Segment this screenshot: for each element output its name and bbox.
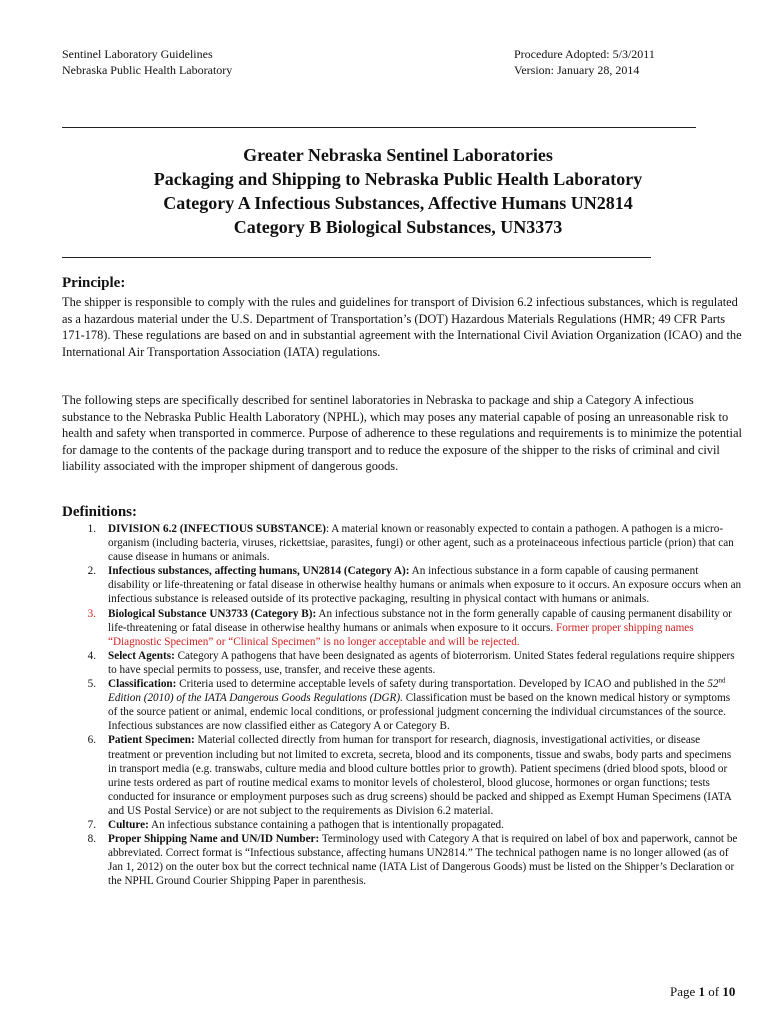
definition-item — [62, 677, 742, 733]
definition-number: 7. — [87, 818, 96, 831]
edition-number: 52 — [707, 678, 719, 691]
title-divider — [62, 257, 651, 258]
definition-item — [62, 733, 742, 818]
definitions-heading: Definitions: — [62, 504, 137, 520]
definition-text: An infectious substance not in the form generally capable of causing permanent disability or life-threatening or fatal disease in otherwise healthy humans or animals when exposure to it occurs. — [108, 607, 732, 634]
header-left — [62, 46, 232, 78]
definition-number: 3. — [87, 607, 96, 620]
title-line-1: Greater Nebraska Sentinel Laboratories — [243, 145, 553, 165]
page-number — [670, 984, 735, 1000]
definition-item — [62, 818, 742, 832]
title-line-4: Category B Biological Substances, UN3373 — [233, 217, 563, 237]
definition-item — [62, 522, 742, 564]
definition-term: Select Agents: — [108, 649, 175, 662]
definitions-list — [62, 522, 742, 888]
definition-number: 1. — [87, 523, 96, 535]
top-divider — [62, 127, 696, 128]
definition-term: Patient Specimen: — [108, 734, 195, 747]
definition-number: 6. — [87, 734, 96, 747]
definition-item — [62, 649, 742, 677]
principle-heading: Principle: — [62, 275, 126, 291]
title-line-3: Category A Infectious Substances, Affective Humans UN2814 — [163, 193, 633, 213]
definition-number: 8. — [87, 833, 96, 846]
header-right — [514, 46, 655, 78]
definition-term: Proper Shipping Name and UN/ID Number: — [108, 833, 320, 846]
definition-text: Material collected directly from human for transport for research, diagnosis, investigational activities, or disease treatment or prevention including but not limited to excreta, secreta, blood and its components, tissue and swabs, body parts and specimens in transport media (e.g. transwabs, culture media and blood culture bottles prior to growth). Patient specimens (dried blood spots, blood or urine tests ordered as part of routine medical exams to monitor levels of cholesterol, blood glucose, hormones or organ functions; tests conducted for insurance or employment purposes such as drug screens) should be packed and shipped as Exempt Human Specimens (IATA and US Postal Service) or are not subject to the requirements as Division 6.2 material. — [108, 734, 732, 817]
definition-text: Category A pathogens that have been designated as agents of bioterrorism. United States federal regulations require shippers to have special permits to possess, use, transfer, and receive these agents. — [108, 649, 735, 676]
definition-item — [62, 607, 742, 649]
definition-term: DIVISION 6.2 (INFECTIOUS SUBSTANCE) — [108, 523, 326, 535]
page-current: 1 — [698, 984, 706, 999]
definition-text: An infectious substance in a form capable of causing permanent disability or life-threatening or fatal disease in otherwise healthy humans or animals when exposure to it occurs. An exposure occurs when an infectious substance is released outside of its protective packaging, resulting in physical contact with humans or animals. — [108, 565, 742, 606]
definition-text-continued: Classification must be based on the known medical history or symptoms of the source patient or animal, endemic local conditions, or professional judgment concerning the individual circumstances of the source. Infectious substances are now classified either as Category A or Category B. — [108, 692, 731, 733]
definition-item — [62, 564, 742, 606]
edition-title: Edition (2010) of the IATA Dangerous Goods Regulations (DGR). — [108, 692, 403, 705]
header-version: Version: January 28, 2014 — [514, 63, 640, 77]
definition-text: Terminology used with Category A that is required on label of box and paperwork, cannot be abbreviated. Correct format is “Infectious substance, affecting humans UN2814.” The technical pathogen name is no longer allowed (as of Jan 1, 2012) on the outer box but the correct technical name (IATA List of Dangerous Goods) must be listed on the Shipper’s Declaration or the NPHL Ground Courier Shipping Paper in parenthesis. — [108, 833, 738, 888]
definition-term: Classification: — [108, 678, 177, 691]
principle-paragraph-2: The following steps are specifically described for sentinel laboratories in Nebraska to package and ship a Category A infectious substance to the Nebraska Public Health Laboratory (NPHL), which may poses any material capable of posing an unreasonable risk to health and safety when transported in commerce. Purpose of adherence to these regulations and requirements is to minimize the potential for damage to the contents of the package during transport and to reduce the exposure of the shipper to the risks of criminal and civil liability associated with the improper shipment of dangerous goods. — [62, 393, 742, 474]
definition-item — [62, 832, 742, 888]
definition-term: Culture: — [108, 818, 149, 831]
header-procedure-adopted: Procedure Adopted: 5/3/2011 — [514, 47, 655, 61]
definition-text: Criteria used to determine acceptable levels of safety during transportation. Developed by ICAO and published in the — [176, 678, 708, 691]
header-guidelines: Sentinel Laboratory Guidelines — [62, 47, 213, 61]
definition-term: Infectious substances, affecting humans, UN2814 (Category A): — [108, 565, 410, 578]
page-of: of — [705, 984, 723, 999]
definition-number: 5. — [87, 678, 96, 691]
definition-text: An infectious substance containing a pathogen that is intentionally propagated. — [148, 818, 504, 831]
page-total: 10 — [722, 984, 736, 999]
definition-number: 2. — [87, 565, 96, 578]
principle-paragraph-1: The shipper is responsible to comply with the rules and guidelines for transport of Division 6.2 infectious substances, which is regulated as a hazardous material under the U.S. Department of Transportation’s (DOT) Hazardous Materials Regulations (HMR; 49 CFR Parts 171-178). These regulations are based on and in substantial agreement with the International Civil Aviation Organization (ICAO) and the International Air Transportation Association (IATA) regulations. — [62, 295, 742, 359]
edition-ordinal: nd — [718, 676, 726, 685]
definition-number: 4. — [87, 649, 96, 662]
document-title — [62, 143, 734, 239]
definition-text: : A material known or reasonably expected to contain a pathogen. A pathogen is a micro-organism (including bacteria, viruses, rickettsiae, parasites, fungi) or other agent, such as a proteinaceous infectious particle (prion) that can cause disease in humans or animals. — [108, 523, 734, 564]
title-line-2: Packaging and Shipping to Nebraska Public Health Laboratory — [153, 169, 643, 189]
page-word: Page — [670, 984, 699, 999]
header-lab-name: Nebraska Public Health Laboratory — [62, 63, 233, 77]
definition-warning-text: Former proper shipping names “Diagnostic Specimen” or “Clinical Specimen” is no longer acceptable and will be rejected. — [108, 621, 694, 648]
definition-term: Biological Substance UN3733 (Category B): — [108, 607, 317, 620]
